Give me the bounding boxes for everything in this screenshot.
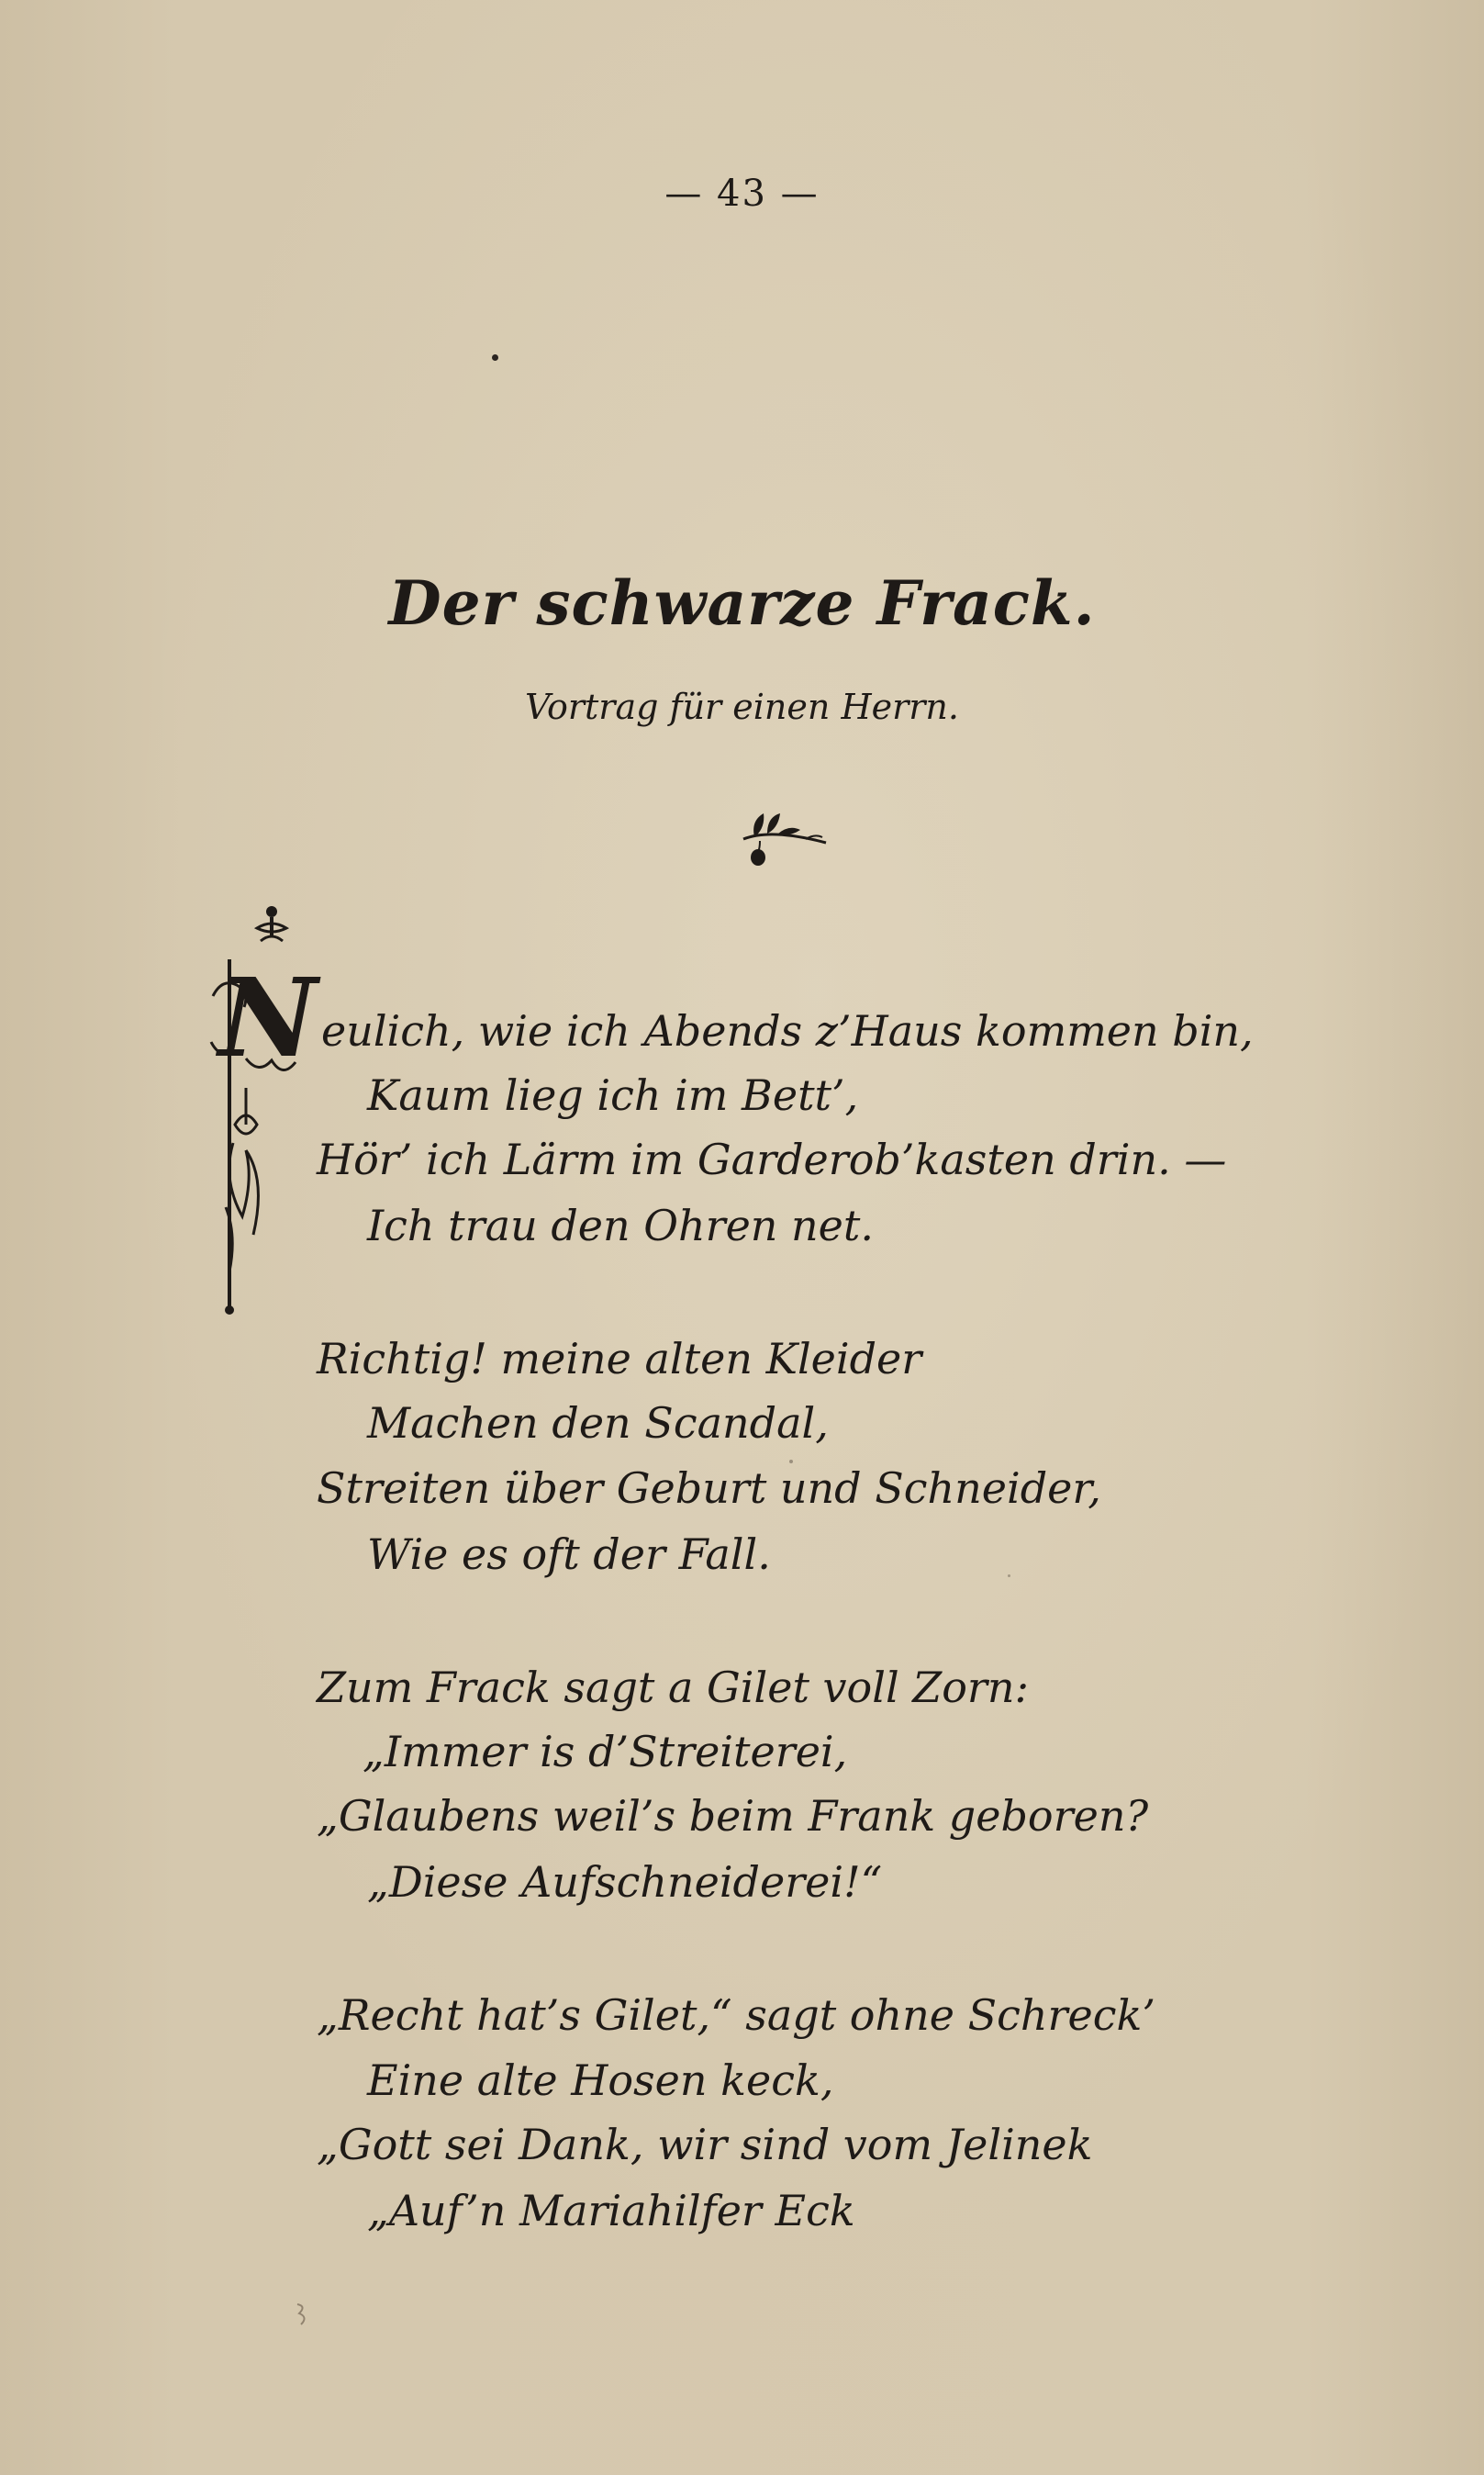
verse-line: „Auf’n Mariahilfer Eck [367, 2186, 855, 2235]
verse-line: Richtig! meine alten Kleider [317, 1334, 922, 1383]
ink-speck [492, 354, 498, 361]
verse-line: „Recht hat’s Gilet,“ sagt ohne Schreck’ [317, 1990, 1155, 2040]
verse-line: „Gott sei Dank, wir sind vom Jelinek [317, 2120, 1093, 2169]
paper-speck [789, 1460, 793, 1463]
verse-line: Streiten über Geburt und Schneider, [317, 1463, 1101, 1513]
verse-line: „Diese Aufschneiderei!“ [367, 1857, 883, 1907]
verse-line: eulich, wie ich Abends z’Haus kommen bin, [321, 1006, 1254, 1056]
drop-cap-letter: N [218, 954, 318, 1081]
leaf-sprig-ornament-icon [734, 801, 835, 874]
verse-line: Zum Frack sagt a Gilet voll Zorn: [317, 1663, 1030, 1712]
verse-line: „Immer is d’Streiterei, [363, 1727, 848, 1776]
page-number: — 43 — [664, 173, 820, 215]
verse-line: Machen den Scandal, [367, 1398, 829, 1448]
paper-speck [1008, 1574, 1010, 1577]
verse-line: Hör’ ich Lärm im Garderob’kasten drin. — [317, 1135, 1227, 1184]
verse-line: Wie es oft der Fall. [367, 1529, 771, 1579]
verse-line: Ich trau den Ohren net. [367, 1201, 874, 1250]
verse-line: Eine alte Hosen keck, [367, 2055, 834, 2105]
poem-subtitle: Vortrag für einen Herrn. [525, 687, 959, 727]
verse-line: „Glaubens weil’s beim Frank geboren? [317, 1791, 1149, 1841]
verse-line: Kaum lieg ich im Bett’, [367, 1070, 859, 1120]
pencil-mark-icon [292, 2301, 314, 2328]
poem-title: Der schwarze Frack. [388, 567, 1096, 639]
